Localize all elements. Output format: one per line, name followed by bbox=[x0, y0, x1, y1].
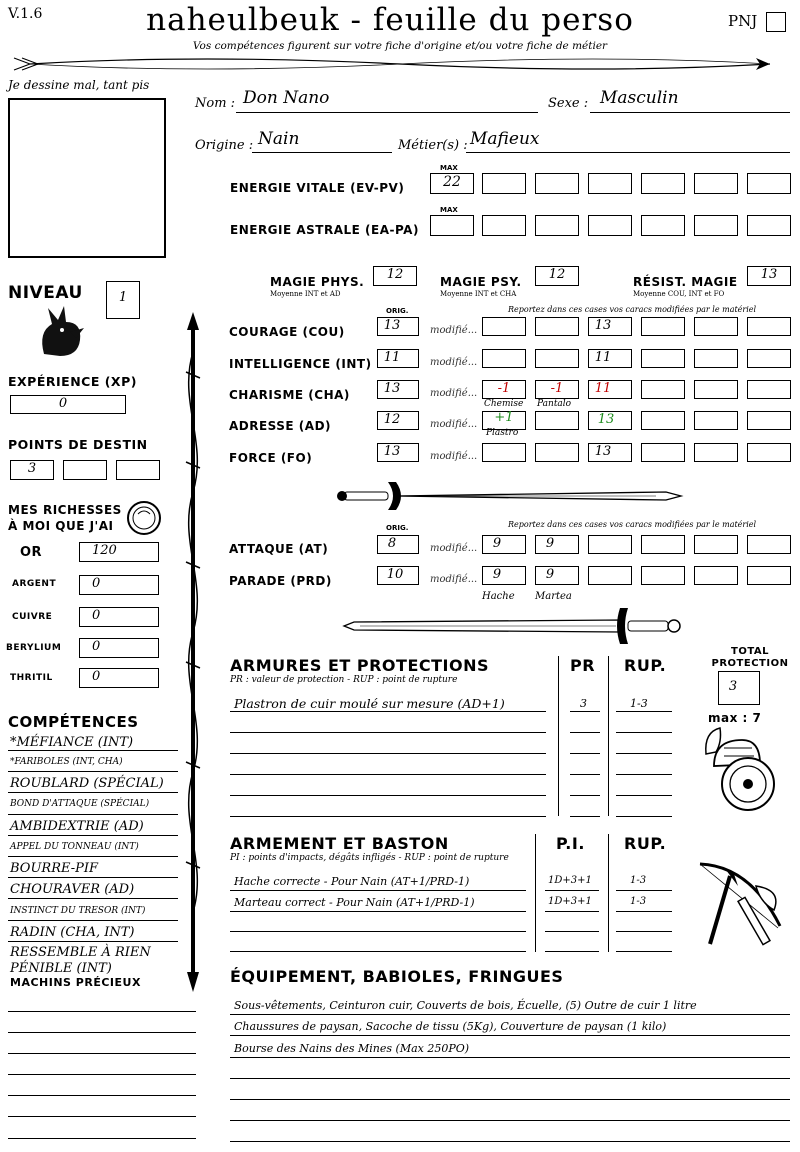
richesses-label-1: MES RICHESSES bbox=[8, 503, 122, 517]
origine-line bbox=[252, 152, 392, 153]
arme-pi-1[interactable]: 1D+3+1 bbox=[548, 875, 592, 886]
arme-line-4 bbox=[230, 951, 526, 952]
machins-line-2 bbox=[8, 1032, 196, 1033]
carac-orig-value-fo: 13 bbox=[383, 444, 401, 459]
staff-ornament bbox=[178, 312, 208, 992]
carac-label-cha: CHARISME (CHA) bbox=[229, 388, 350, 402]
competence-item-6[interactable]: APPEL DU TONNEAU (INT) bbox=[10, 842, 139, 852]
carac-label-ad: ADRESSE (AD) bbox=[229, 419, 332, 433]
attaque-m1-value: 9 bbox=[492, 536, 502, 551]
ea-label: ENERGIE ASTRALE (EA-PA) bbox=[230, 223, 419, 237]
carac-m6-box-int[interactable] bbox=[747, 349, 791, 368]
carac-orig-value-cha: 13 bbox=[383, 381, 401, 396]
carac-note: Reportez dans ces cases vos caracs modifiées par le matériel bbox=[508, 305, 757, 314]
carac-m5-box-cha[interactable] bbox=[694, 380, 738, 399]
competence-line-8 bbox=[8, 898, 178, 899]
carac-m1-value-cha: -1 bbox=[497, 381, 511, 396]
attaque-m5-box[interactable] bbox=[694, 535, 738, 554]
ev-box-4[interactable] bbox=[641, 173, 685, 194]
carac-m1-box-int[interactable] bbox=[482, 349, 526, 368]
berylium-box[interactable] bbox=[79, 638, 159, 658]
arme-name-1[interactable]: Hache correcte - Pour Nain (AT+1/PRD-1) bbox=[234, 875, 470, 888]
destin-value: 3 bbox=[27, 461, 37, 476]
carac-label-fo: FORCE (FO) bbox=[229, 451, 313, 465]
armure-line-5c bbox=[616, 795, 672, 796]
armure-line-4c bbox=[616, 774, 672, 775]
destin-box-3[interactable] bbox=[116, 460, 160, 480]
equipement-line-5 bbox=[230, 1099, 790, 1100]
combat-orig-label: ORIG. bbox=[386, 524, 409, 532]
ea-box-3[interactable] bbox=[588, 215, 632, 236]
machins-line-7 bbox=[8, 1138, 196, 1139]
nom-field[interactable]: Don Nano bbox=[243, 88, 330, 108]
metier-label: Métier(s) : bbox=[398, 138, 468, 153]
sword-icon-2 bbox=[340, 606, 682, 646]
carac-m4-box-int[interactable] bbox=[641, 349, 685, 368]
carac-m5-box-fo[interactable] bbox=[694, 443, 738, 462]
equipement-line-text-1[interactable]: Sous-vêtements, Ceinturon cuir, Couverts de bois, Écuelle, (5) Outre de cuir 1 litre bbox=[234, 999, 697, 1012]
cuivre-label: CUIVRE bbox=[12, 612, 53, 622]
magie-psy-note: Moyenne INT et CHA bbox=[440, 290, 517, 298]
carac-m1-box-cou[interactable] bbox=[482, 317, 526, 336]
armure-line-4 bbox=[230, 774, 546, 775]
sword-icon bbox=[336, 478, 686, 514]
ea-box-1[interactable] bbox=[482, 215, 526, 236]
ev-max-value: 22 bbox=[443, 174, 461, 190]
cuivre-box[interactable] bbox=[79, 607, 159, 627]
carac-modifie-cha: modifié... bbox=[430, 388, 478, 399]
armures-col-divider-1 bbox=[558, 656, 559, 816]
armure-rup-1[interactable]: 1-3 bbox=[630, 697, 648, 710]
carac-m3-value-fo: 13 bbox=[594, 444, 612, 459]
or-value: 120 bbox=[92, 543, 117, 558]
armure-line-1b bbox=[570, 711, 600, 712]
combat-note-marteau: Martea bbox=[535, 591, 572, 602]
competence-item-8[interactable]: CHOURAVER (AD) bbox=[10, 882, 135, 897]
carac-cha-note-2: Pantalo bbox=[537, 399, 572, 409]
attaque-m3-box[interactable] bbox=[588, 535, 632, 554]
equipement-line-6 bbox=[230, 1120, 790, 1121]
armure-line-6c bbox=[616, 816, 672, 817]
ev-box-1[interactable] bbox=[482, 173, 526, 194]
armure-line-2 bbox=[230, 732, 546, 733]
attaque-modifie: modifié... bbox=[430, 543, 478, 554]
parade-orig-value: 10 bbox=[386, 567, 404, 582]
armure-line-3c bbox=[616, 753, 672, 754]
magie-psy-label: MAGIE PSY. bbox=[440, 275, 522, 289]
arme-line-3 bbox=[230, 931, 526, 932]
arme-line-4c bbox=[616, 951, 672, 952]
competence-line-2 bbox=[8, 771, 178, 772]
thritil-box[interactable] bbox=[79, 668, 159, 688]
arme-rup-1[interactable]: 1-3 bbox=[630, 875, 647, 886]
arme-line-3b bbox=[545, 931, 599, 932]
ev-max-label: MAX bbox=[440, 164, 458, 172]
parade-m5-box[interactable] bbox=[694, 566, 738, 585]
competence-line-10 bbox=[8, 941, 178, 942]
competences-title: COMPÉTENCES bbox=[8, 713, 139, 731]
machins-line-1 bbox=[8, 1011, 196, 1012]
carac-m1-box-fo[interactable] bbox=[482, 443, 526, 462]
ev-box-5[interactable] bbox=[694, 173, 738, 194]
competence-item-10[interactable]: RADIN (CHA, INT) bbox=[10, 925, 135, 940]
arme-rup-2[interactable]: 1-3 bbox=[630, 896, 647, 907]
destin-box-2[interactable] bbox=[63, 460, 107, 480]
armement-pi-header: P.I. bbox=[556, 834, 585, 853]
competence-item-2[interactable]: *FARIBOLES (INT, CHA) bbox=[10, 757, 123, 767]
attaque-m4-box[interactable] bbox=[641, 535, 685, 554]
pnj-checkbox[interactable] bbox=[766, 12, 786, 32]
machins-line-3 bbox=[8, 1053, 196, 1054]
competence-line-5 bbox=[8, 835, 178, 836]
carac-modifie-ad: modifié... bbox=[430, 419, 478, 430]
competence-line-9 bbox=[8, 920, 178, 921]
carac-orig-value-ad: 12 bbox=[383, 412, 401, 427]
armure-line-3b bbox=[570, 753, 600, 754]
page-title: naheulbeuk - feuille du perso bbox=[146, 2, 634, 38]
armure-line-5 bbox=[230, 795, 546, 796]
header-arrow-ornament bbox=[0, 50, 800, 78]
carac-m2-box-cou[interactable] bbox=[535, 317, 579, 336]
armure-line-2c bbox=[616, 732, 672, 733]
equipement-line-7 bbox=[230, 1141, 790, 1142]
magie-phys-label: MAGIE PHYS. bbox=[270, 275, 365, 289]
ea-box-5[interactable] bbox=[694, 215, 738, 236]
competence-line-7 bbox=[8, 877, 178, 878]
arme-line-1c bbox=[616, 890, 672, 891]
armement-col-divider-2 bbox=[608, 834, 609, 952]
armement-col-divider-1 bbox=[535, 834, 536, 952]
competence-item-9[interactable]: INSTINCT DU TRESOR (INT) bbox=[10, 906, 146, 916]
parade-m6-box[interactable] bbox=[747, 566, 791, 585]
page-subtitle: Vos compétences figurent sur votre fiche d'origine et/ou votre fiche de métier bbox=[192, 40, 608, 52]
or-box[interactable] bbox=[79, 542, 159, 562]
sexe-field[interactable]: Masculin bbox=[600, 88, 679, 108]
ea-box-6[interactable] bbox=[747, 215, 791, 236]
arme-name-2[interactable]: Marteau correct - Pour Nain (AT+1/PRD-1) bbox=[234, 896, 475, 909]
arme-line-3c bbox=[616, 931, 672, 932]
thritil-label: THRITIL bbox=[10, 673, 53, 683]
carac-m2-box-fo[interactable] bbox=[535, 443, 579, 462]
sexe-label: Sexe : bbox=[548, 96, 589, 111]
armement-subtitle: PI : points d'impacts, dégâts infligés - RUP : point de rupture bbox=[230, 853, 509, 863]
metier-field[interactable]: Mafieux bbox=[470, 129, 540, 149]
carac-modifie-fo: modifié... bbox=[430, 451, 478, 462]
combat-note-hache: Hache bbox=[482, 591, 515, 602]
attaque-orig-value: 8 bbox=[387, 536, 397, 551]
argent-label: ARGENT bbox=[12, 579, 57, 589]
competence-line-1 bbox=[8, 750, 178, 751]
armures-col-divider-2 bbox=[608, 656, 609, 816]
max-protection-label: max : 7 bbox=[708, 711, 762, 725]
armures-title: ARMURES ET PROTECTIONS bbox=[230, 656, 489, 675]
combat-note: Reportez dans ces cases vos caracs modifiées par le matériel bbox=[508, 520, 757, 529]
carac-label-int: INTELLIGENCE (INT) bbox=[229, 357, 372, 371]
armure-line-6 bbox=[230, 816, 546, 817]
equipement-line-2 bbox=[230, 1035, 790, 1036]
equipement-line-text-2[interactable]: Chaussures de paysan, Sacoche de tissu (5Kg), Couverture de paysan (1 kilo) bbox=[234, 1020, 667, 1033]
competence-item-12[interactable]: PÉNIBLE (INT) bbox=[10, 961, 112, 976]
portrait-frame[interactable] bbox=[8, 98, 166, 258]
richesses-label-2: À MOI QUE J'AI bbox=[8, 519, 114, 533]
carac-m3-value-cou: 13 bbox=[594, 318, 612, 333]
carac-m5-box-ad[interactable] bbox=[694, 411, 738, 430]
total-protection-value: 3 bbox=[728, 679, 738, 694]
carac-orig-value-cou: 13 bbox=[383, 318, 401, 333]
carac-orig-value-int: 11 bbox=[383, 350, 401, 365]
metier-line bbox=[466, 152, 790, 153]
carac-label-cou: COURAGE (COU) bbox=[229, 325, 345, 339]
armure-line-1 bbox=[230, 711, 546, 712]
carac-modifie-cou: modifié... bbox=[430, 325, 478, 336]
argent-box[interactable] bbox=[79, 575, 159, 595]
arme-pi-2[interactable]: 1D+3+1 bbox=[548, 896, 592, 907]
arme-line-1 bbox=[230, 890, 526, 891]
armement-rup-header: RUP. bbox=[624, 834, 667, 853]
carac-m4-box-fo[interactable] bbox=[641, 443, 685, 462]
armures-pr-header: PR bbox=[570, 656, 596, 675]
carac-cha-note-1: Chemise bbox=[484, 399, 524, 409]
competence-item-4[interactable]: BOND D'ATTAQUE (SPÉCIAL) bbox=[10, 799, 150, 809]
parade-m3-box[interactable] bbox=[588, 566, 632, 585]
equipement-line-1 bbox=[230, 1014, 790, 1015]
resist-magie-value: 13 bbox=[760, 267, 778, 282]
nom-label: Nom : bbox=[195, 96, 236, 111]
competence-line-4 bbox=[8, 814, 178, 815]
ea-box-4[interactable] bbox=[641, 215, 685, 236]
armure-name-1[interactable]: Plastron de cuir moulé sur mesure (AD+1) bbox=[234, 696, 505, 711]
armure-line-3 bbox=[230, 753, 546, 754]
ea-max-label: MAX bbox=[440, 206, 458, 214]
competence-item-5[interactable]: AMBIDEXTRIE (AD) bbox=[10, 819, 144, 834]
ea-box-2[interactable] bbox=[535, 215, 579, 236]
xp-value: 0 bbox=[58, 396, 68, 411]
competence-item-1[interactable]: *MÉFIANCE (INT) bbox=[10, 735, 134, 750]
attaque-m6-box[interactable] bbox=[747, 535, 791, 554]
carac-m6-box-ad[interactable] bbox=[747, 411, 791, 430]
arme-line-1b bbox=[545, 890, 599, 891]
origine-field[interactable]: Nain bbox=[258, 129, 300, 149]
machins-line-6 bbox=[8, 1116, 196, 1117]
carac-m5-box-cou[interactable] bbox=[694, 317, 738, 336]
armure-line-4b bbox=[570, 774, 600, 775]
parade-m1-value: 9 bbox=[492, 567, 502, 582]
parade-modifie: modifié... bbox=[430, 574, 478, 585]
argent-value: 0 bbox=[92, 576, 101, 591]
resist-magie-note: Moyenne COU, INT et FO bbox=[633, 290, 725, 298]
magie-phys-value: 12 bbox=[386, 267, 404, 282]
magie-phys-note: Moyenne INT et AD bbox=[270, 290, 341, 298]
arme-line-2c bbox=[616, 911, 672, 912]
ea-max-box[interactable] bbox=[430, 215, 474, 236]
equipement-title: ÉQUIPEMENT, BABIOLES, FRINGUES bbox=[230, 967, 564, 986]
machins-line-4 bbox=[8, 1074, 196, 1075]
armures-subtitle: PR : valeur de protection - RUP : point de rupture bbox=[230, 675, 458, 685]
dragon-icon bbox=[34, 302, 86, 360]
arme-line-2 bbox=[230, 911, 526, 912]
berylium-label: BERYLIUM bbox=[6, 643, 62, 653]
resist-magie-label: RÉSIST. MAGIE bbox=[633, 275, 738, 289]
carac-m2-box-int[interactable] bbox=[535, 349, 579, 368]
carac-m4-box-ad[interactable] bbox=[641, 411, 685, 430]
armure-pr-1[interactable]: 3 bbox=[580, 697, 587, 710]
attaque-m2-value: 9 bbox=[545, 536, 555, 551]
competence-item-11[interactable]: RESSEMBLE À RIEN bbox=[10, 945, 151, 960]
helmet-shield-icon bbox=[700, 726, 780, 816]
parade-m4-box[interactable] bbox=[641, 566, 685, 585]
attaque-label: ATTAQUE (AT) bbox=[229, 542, 329, 556]
carac-ad-note: Plastro bbox=[486, 428, 519, 438]
portrait-caption: Je dessine mal, tant pis bbox=[8, 78, 150, 92]
carac-m1-value-ad: +1 bbox=[494, 410, 514, 425]
carac-m2-value-cha: -1 bbox=[550, 381, 564, 396]
carac-m6-box-cou[interactable] bbox=[747, 317, 791, 336]
arme-line-4b bbox=[545, 951, 599, 952]
version-label: V.1.6 bbox=[8, 6, 43, 22]
ev-box-6[interactable] bbox=[747, 173, 791, 194]
ev-label: ENERGIE VITALE (EV-PV) bbox=[230, 181, 405, 195]
cuivre-value: 0 bbox=[92, 608, 101, 623]
carac-m2-box-ad[interactable] bbox=[535, 411, 579, 430]
berylium-value: 0 bbox=[92, 639, 101, 654]
equipement-line-3 bbox=[230, 1057, 790, 1058]
niveau-label: NIVEAU bbox=[8, 283, 83, 303]
parade-m2-value: 9 bbox=[545, 567, 555, 582]
equipement-line-text-3[interactable]: Bourse des Nains des Mines (Max 250PO) bbox=[234, 1042, 470, 1055]
or-label: OR bbox=[20, 545, 43, 560]
carac-m6-box-fo[interactable] bbox=[747, 443, 791, 462]
carac-m4-box-cou[interactable] bbox=[641, 317, 685, 336]
thritil-value: 0 bbox=[92, 669, 101, 684]
competence-line-3 bbox=[8, 792, 178, 793]
armure-line-5b bbox=[570, 795, 600, 796]
destin-label: POINTS DE DESTIN bbox=[8, 437, 148, 452]
machins-title: MACHINS PRÉCIEUX bbox=[10, 976, 141, 989]
total-protection-label: TOTAL PROTECTION bbox=[711, 646, 789, 669]
equipement-line-4 bbox=[230, 1078, 790, 1079]
carac-m4-box-cha[interactable] bbox=[641, 380, 685, 399]
coin-icon bbox=[126, 500, 162, 536]
carac-m5-box-int[interactable] bbox=[694, 349, 738, 368]
magie-psy-value: 12 bbox=[548, 267, 566, 282]
competence-item-3[interactable]: ROUBLARD (SPÉCIAL) bbox=[10, 776, 164, 791]
ev-box-3[interactable] bbox=[588, 173, 632, 194]
ev-box-2[interactable] bbox=[535, 173, 579, 194]
armure-line-2b bbox=[570, 732, 600, 733]
carac-m3-value-cha: 11 bbox=[594, 381, 612, 396]
weapons-icon bbox=[690, 856, 790, 958]
carac-m6-box-cha[interactable] bbox=[747, 380, 791, 399]
carac-m3-value-ad: 13 bbox=[597, 412, 615, 427]
armement-title: ARMEMENT ET BASTON bbox=[230, 834, 449, 853]
carac-m3-value-int: 11 bbox=[594, 350, 612, 365]
origine-label: Origine : bbox=[195, 138, 254, 153]
pnj-label: PNJ bbox=[728, 12, 758, 30]
sexe-line bbox=[590, 112, 790, 113]
nom-line bbox=[236, 112, 538, 113]
competence-line-6 bbox=[8, 856, 178, 857]
machins-line-5 bbox=[8, 1095, 196, 1096]
parade-label: PARADE (PRD) bbox=[229, 574, 332, 588]
armure-line-6b bbox=[570, 816, 600, 817]
competence-item-7[interactable]: BOURRE-PIF bbox=[10, 861, 99, 876]
xp-label: EXPÉRIENCE (XP) bbox=[8, 374, 137, 389]
carac-modifie-int: modifié... bbox=[430, 357, 478, 368]
armures-rup-header: RUP. bbox=[624, 656, 667, 675]
arme-line-2b bbox=[545, 911, 599, 912]
niveau-value: 1 bbox=[118, 290, 128, 305]
carac-orig-label: ORIG. bbox=[386, 307, 409, 315]
armure-line-1c bbox=[616, 711, 672, 712]
